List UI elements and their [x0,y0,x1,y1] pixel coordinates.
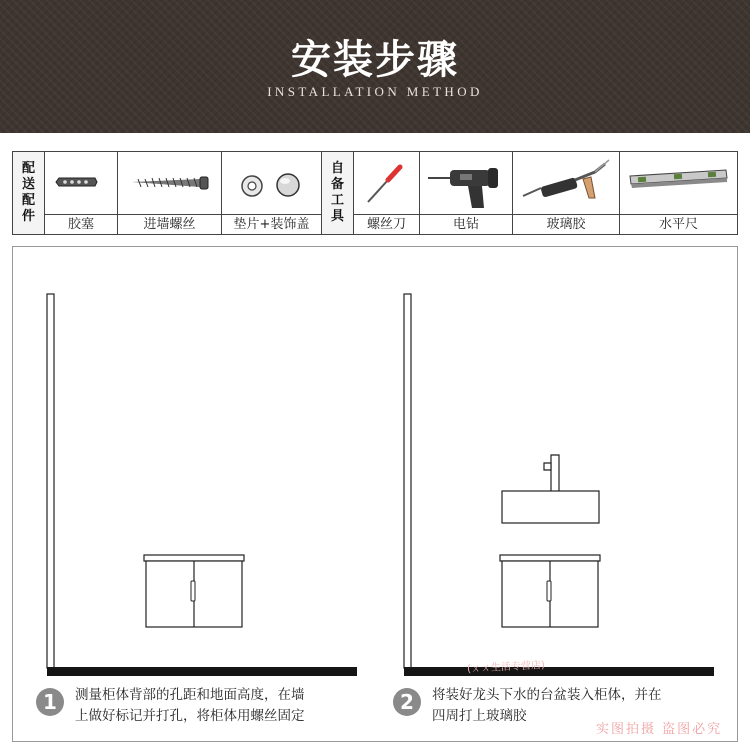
parts-table [12,151,738,235]
installation-steps-panel [12,246,738,742]
own-tools-label: 自备工具 [330,161,344,224]
step-2-diagram [404,294,714,676]
step-2-number: 2 [393,688,421,716]
screwdriver-icon [354,152,419,215]
tool-label: 电钻 [452,217,479,232]
header-banner [0,0,750,133]
part-label: 进墙螺丝 [143,217,196,232]
tool-label: 水平尺 [658,217,698,232]
copyright-watermark: 实图拍摄 盗图必究 [596,722,723,737]
page-subtitle: INSTALLATION METHOD [267,84,483,99]
step-1-number: 1 [36,688,64,716]
spirit-level-icon [620,152,737,215]
tool-caulking-gun [513,152,620,234]
part-label: 垫片+装饰盖 [233,217,310,232]
step-1-line-2: 上做好标记并打孔，将柜体用螺丝固定 [75,708,305,724]
wall-screw-icon [118,152,221,215]
own-tools-label-cell [322,152,354,234]
part-anchor-plug [45,152,118,234]
included-parts-label: 配送配件 [21,161,35,224]
page-title: 安装步骤 [291,36,459,83]
caulking-gun-icon [513,152,619,215]
tool-drill [420,152,513,234]
step-1-text [75,685,305,727]
tool-label: 玻璃胶 [546,217,586,232]
tool-screwdriver [354,152,420,234]
included-parts-label-cell [13,152,45,234]
tool-spirit-level [620,152,737,234]
part-washer-cap [222,152,322,234]
store-watermark: (ㄨㄨ生活专营店) [466,659,546,676]
washer-cap-icon [222,152,321,215]
electric-drill-icon [420,152,512,215]
step-1-line-1: 测量柜体背部的孔距和地面高度，在墙 [75,687,305,703]
anchor-plug-icon [45,152,117,215]
tool-label: 螺丝刀 [366,217,406,232]
part-wall-screw [118,152,222,234]
part-label: 胶塞 [67,217,94,232]
step-1-diagram [47,294,357,676]
step-2-line-2: 四周打上玻璃胶 [432,708,527,724]
step-2-line-1: 将装好龙头下水的台盆装入柜体，并在 [432,687,662,703]
